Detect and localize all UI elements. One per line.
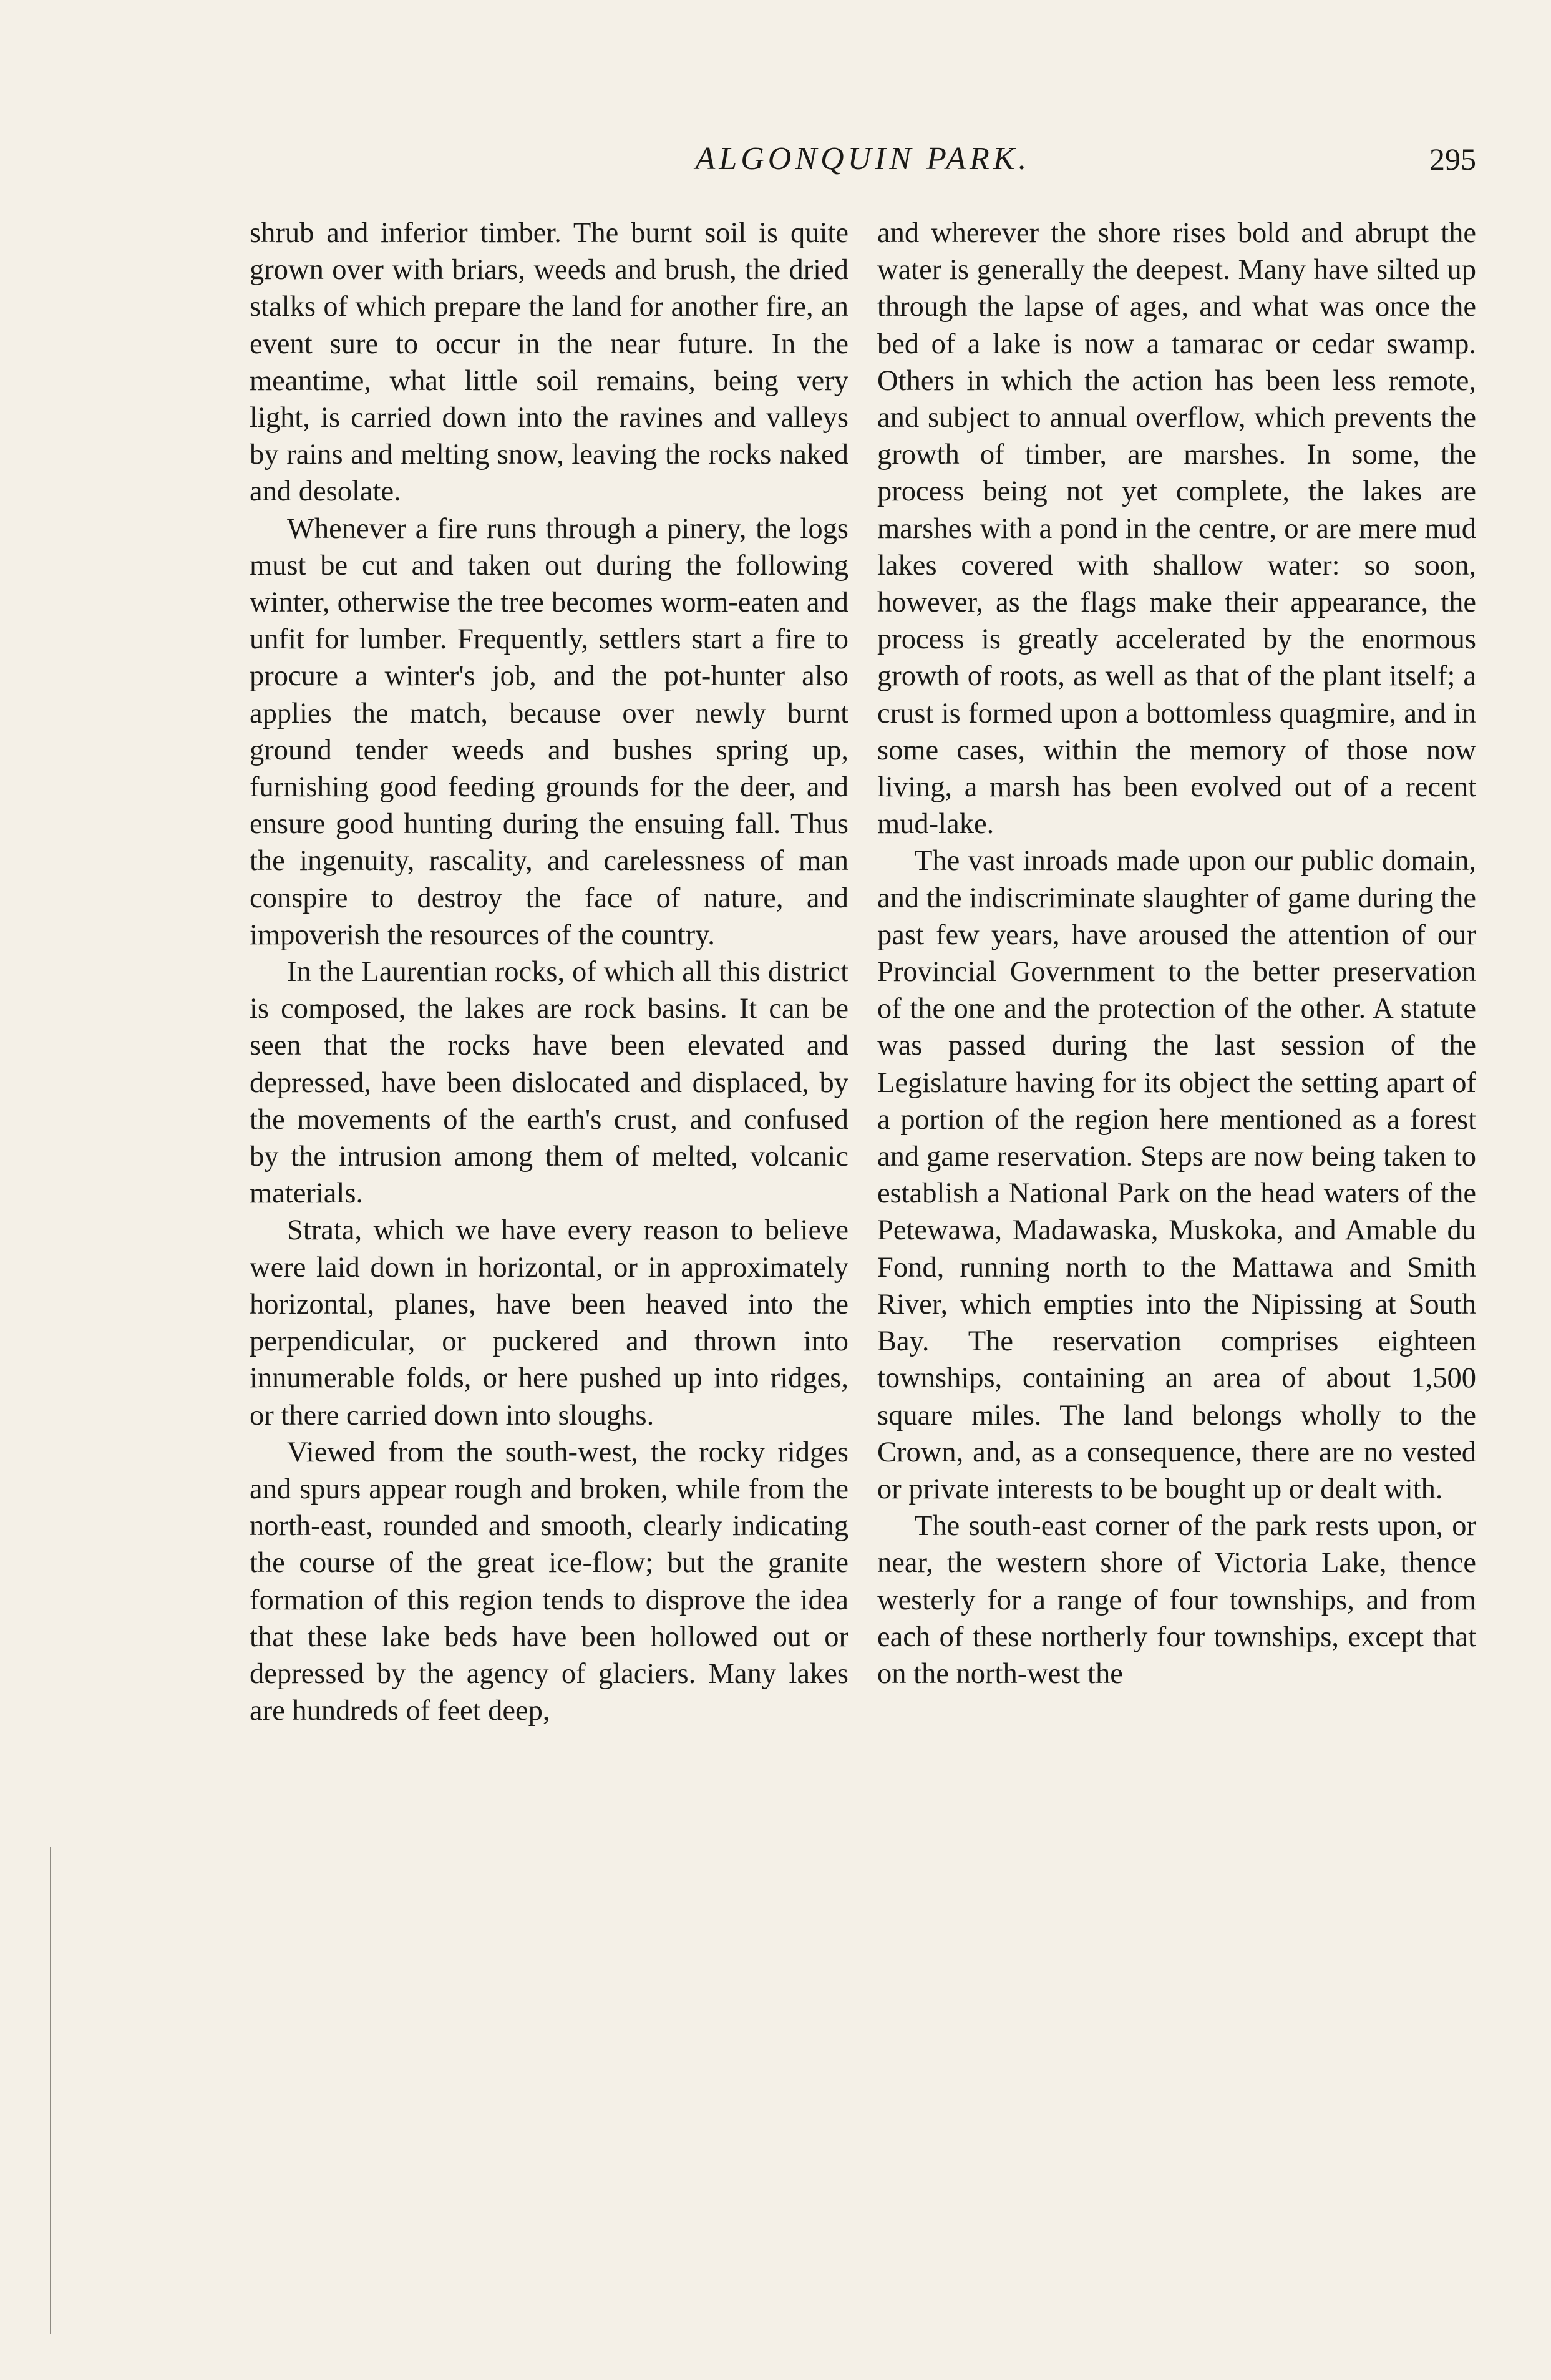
paragraph: Strata, which we have every reason to believe were laid down in horizontal, or in approximately horizontal, planes, have been heaved into the perpendicular, or puckered and thrown into innumerable folds, or here pushed up into ridges, or there carried down into sloughs.: [250, 1214, 848, 1431]
page-number: 295: [1429, 142, 1476, 177]
page-header: [250, 137, 1476, 181]
paragraph: Viewed from the south-west, the rocky ridges and spurs appear rough and broken, while from the north-east, rounded and smooth, clearly indicating the course of the great ice-flow; but the granite formation of this region tends to disprove the idea that these lake beds have been hollowed out or depressed by the agency of glaciers. Many lakes are hundreds of feet deep,: [250, 1436, 848, 1727]
paragraph: and wherever the shore rises bold and abrupt the water is generally the deepest. Many have silted up through the lapse of ages, and what was once the bed of a lake is now a tamarac or cedar swamp. Others in which the action has been less remote, and subject to annual overflow, which prevents the growth of timber, are marshes. In some, the process being not yet complete, the lakes are marshes with a pond in the centre, or are mere mud lakes covered with shallow water: so soon, however, as the flags make their appearance, the process is greatly accelerated by the enormous growth of roots, as well as that of the plant itself; a crust is formed upon a bottomless quagmire, and in some cases, within the memory of those now living, a marsh has been evolved out of a recent mud-lake.: [877, 217, 1476, 841]
paragraph: The vast inroads made upon our public domain, and the indiscriminate slaughter of game during the past few years, have aroused the attention of our Provincial Government to the better preservation of the one and the protection of the other. A statute was passed during the last session of the Legislature having for its object the setting apart of a portion of the region here mentioned as a forest and game reservation. Steps are now being taken to establish a National Park on the head waters of the Petewawa, Madawaska, Muskoka, and Amable du Fond, running north to the Mattawa and Smith River, which empties into the Nipissing at South Bay. The reservation comprises eighteen townships, containing an area of about 1,500 square miles. The land belongs wholly to the Crown, and, as a consequence, there are no vested or private interests to be bought up or dealt with.: [877, 845, 1476, 1505]
binding-edge-mark: [50, 1847, 51, 2334]
paragraph: Whenever a fire runs through a pinery, the logs must be cut and taken out during the following winter, otherwise the tree becomes worm-eaten and unfit for lumber. Frequently, settlers start a fire to procure a winter's job, and the pot-hunter also applies the match, because over newly burnt ground tender weeds and bushes spring up, furnishing good feeding grounds for the deer, and ensure good hunting during the ensuing fall. Thus the ingenuity, rascality, and carelessness of man conspire to destroy the face of nature, and impoverish the resources of the country.: [250, 512, 848, 951]
paragraph: shrub and inferior timber. The burnt soil is quite grown over with briars, weeds and brush, the dried stalks of which prepare the land for another fire, an event sure to occur in the near future. In the meantime, what little soil remains, being very light, is carried down into the ravines and valleys by rains and melting snow, leaving the rocks naked and desolate.: [250, 217, 848, 508]
left-column: [250, 215, 848, 1729]
running-title: ALGONQUIN PARK.: [695, 141, 1031, 177]
paragraph: In the Laurentian rocks, of which all this district is composed, the lakes are rock basins. It can be seen that the rocks have been elevated and depressed, have been dislocated and displaced, by the movements of the earth's crust, and confused by the intrusion among them of melted, volcanic materials.: [250, 956, 848, 1210]
paragraph: The south-east corner of the park rests upon, or near, the western shore of Victoria Lake, thence westerly for a range of four townships, and from each of these northerly four townships, except that on the north-west the: [877, 1510, 1476, 1690]
right-column: [877, 215, 1476, 1692]
